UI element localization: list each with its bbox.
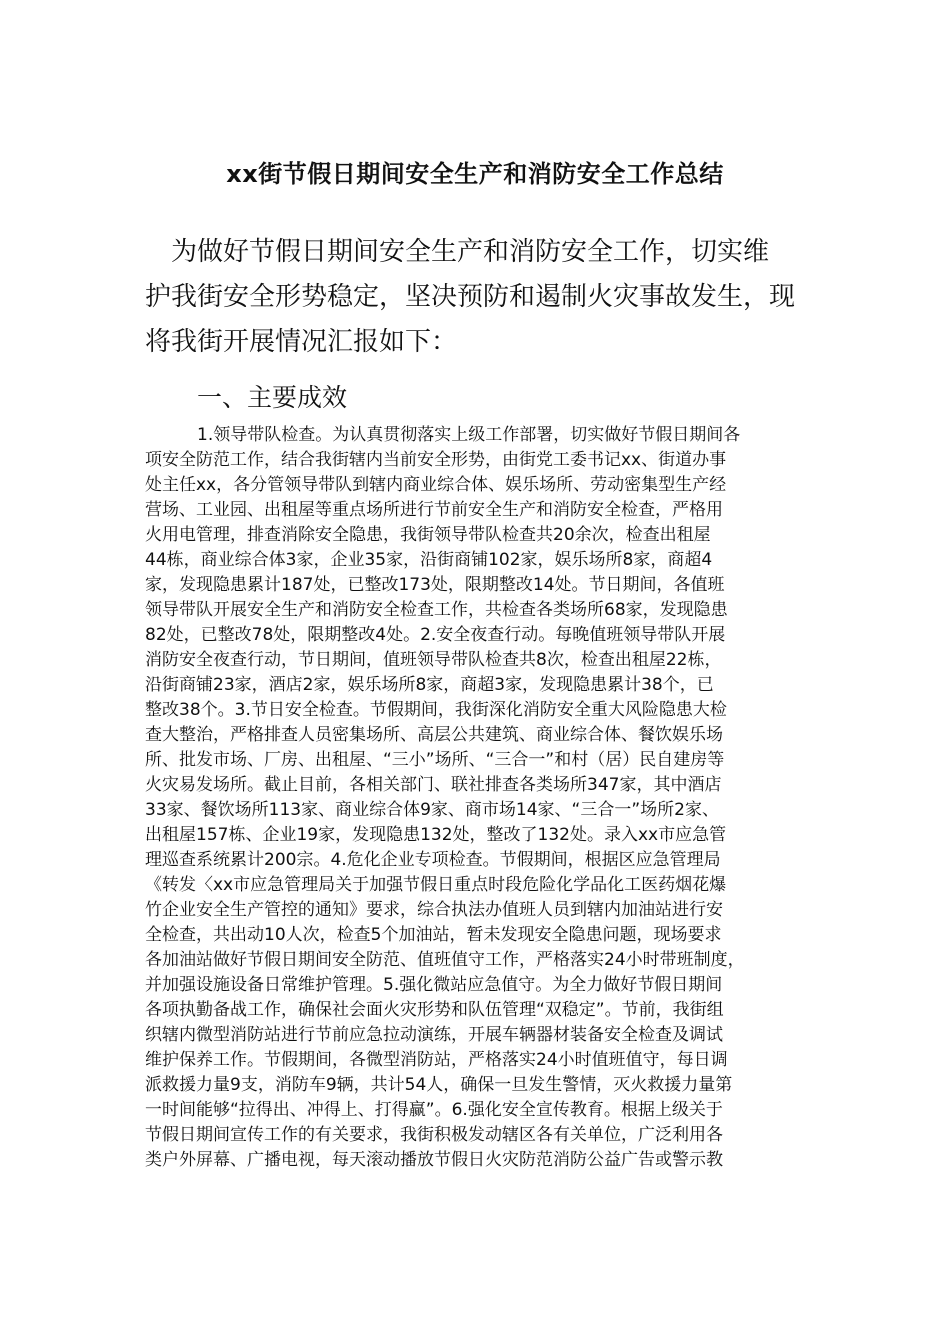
body-line: 44栋，商业综合体3家，企业35家，沿街商铺102家，娱乐场所8家，商超4 [145, 550, 713, 570]
body-line: 消防安全夜查行动，节日期间，值班领导带队检查共8次，检查出租屋22栋， [145, 650, 722, 670]
body-line: 节假日期间宣传工作的有关要求，我街积极发动辖区各有关单位，广泛利用各 [145, 1125, 723, 1145]
body-line: 各加油站做好节假日期间安全防范、值班值守工作，严格落实24小时带班制度， [145, 950, 745, 970]
body-line: 一时间能够“拉得出、冲得上、打得赢”。6.强化安全宣传教育。根据上级关于 [145, 1100, 723, 1120]
body-line: 类户外屏幕、广播电视，每天滚动播放节假日火灾防范消防公益广告或警示教 [145, 1150, 723, 1170]
body-line: 家，发现隐患累计187处，已整改173处，限期整改14处。节日期间，各值班 [145, 575, 725, 595]
body-line: 33家、餐饮场所113家、商业综合体9家、商市场14家、“三合一”场所2家、 [145, 800, 719, 820]
intro-line: 为做好节假日期间安全生产和消防安全工作，切实维 [171, 237, 770, 267]
body-line: 火灾易发场所。截止目前，各相关部门、联社排查各类场所347家，其中酒店 [145, 775, 722, 795]
body-line: 处主任xx，各分管领导带队到辖内商业综合体、娱乐场所、劳动密集型生产经 [145, 475, 727, 495]
body-line: 项安全防范工作，结合我街辖内当前安全形势，由街党工委书记xx、街道办事 [145, 450, 727, 470]
body-line: 《转发〈xx市应急管理局关于加强节假日重点时段危险化学品化工医药烟花爆 [145, 875, 727, 895]
body-line: 派救援力量9支，消防车9辆，共计54人，确保一旦发生警情，灭火救援力量第 [145, 1075, 733, 1095]
body-line: 整改38个。3.节日安全检查。节假期间，我街深化消防安全重大风险隐患大检 [145, 700, 727, 720]
body-line: 领导带队开展安全生产和消防安全检查工作，共检查各类场所68家，发现隐患 [145, 600, 728, 620]
intro-line: 将我街开展情况汇报如下： [145, 327, 458, 357]
body-line: 理巡查系统累计200宗。4.危化企业专项检查。节假期间，根据区应急管理局 [145, 850, 721, 870]
intro-paragraph [145, 230, 810, 365]
body-line: 82处，已整改78处，限期整改4处。2.安全夜查行动。每晚值班领导带队开展 [145, 625, 726, 645]
document-title: xx街节假日期间安全生产和消防安全工作总结 [226, 160, 724, 188]
body-line: 火用电管理，排查消除安全隐患，我街领导带队检查共20余次，检查出租屋 [145, 525, 711, 545]
section-heading: 一、主要成效 [197, 383, 348, 412]
body-line: 营场、工业园、出租屋等重点场所进行节前安全生产和消防安全检查，严格用 [145, 500, 723, 520]
body-line: 织辖内微型消防站进行节前应急拉动演练，开展车辆器材装备安全检查及调试 [145, 1025, 723, 1045]
body-line: 1.领导带队检查。为认真贯彻落实上级工作部署，切实做好节假日期间各 [197, 425, 741, 445]
body-line: 维护保养工作。节假期间，各微型消防站，严格落实24小时值班值守，每日调 [145, 1050, 728, 1070]
body-line: 竹企业安全生产管控的通知》要求，综合执法办值班人员到辖内加油站进行安 [145, 900, 723, 920]
intro-line: 护我街安全形势稳定，坚决预防和遏制火灾事故发生，现 [145, 282, 796, 312]
body-line: 各项执勤备战工作，确保社会面火灾形势和队伍管理“双稳定”。节前，我街组 [145, 1000, 724, 1020]
body-line: 沿街商铺23家，酒店2家，娱乐场所8家，商超3家，发现隐患累计38个，已 [145, 675, 714, 695]
body-line: 查大整治，严格排查人员密集场所、高层公共建筑、商业综合体、餐饮娱乐场 [145, 725, 723, 745]
body-line: 出租屋157栋、企业19家，发现隐患132处，整改了132处。录入xx市应急管 [145, 825, 727, 845]
body-line: 所、批发市场、厂房、出租屋、“三小”场所、“三合一”和村（居）民自建房等 [145, 750, 725, 770]
body-line: 并加强设施设备日常维护管理。5.强化微站应急值守。为全力做好节假日期间 [145, 975, 723, 995]
body-paragraph [145, 423, 825, 1173]
body-line: 全检查，共出动10人次，检查5个加油站，暂未发现安全隐患问题，现场要求 [145, 925, 722, 945]
